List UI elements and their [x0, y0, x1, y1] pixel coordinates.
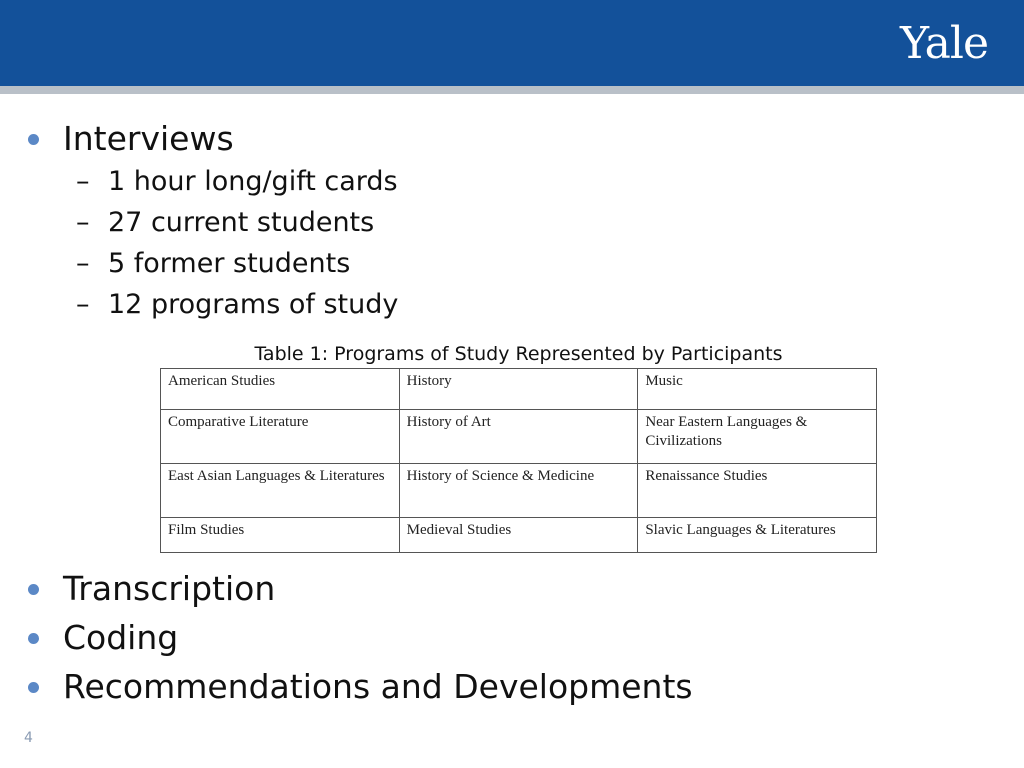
table-cell: Slavic Languages & Literatures [638, 518, 877, 553]
page-number: 4 [24, 730, 33, 746]
sub-bullet-label: 12 programs of study [108, 289, 399, 320]
bullet-label: Coding [63, 618, 179, 657]
table-cell: Music [638, 369, 877, 410]
bullet-coding [28, 618, 178, 658]
sub-bullet-label: 1 hour long/gift cards [108, 166, 398, 197]
table-cell: Comparative Literature [161, 410, 400, 464]
sub-bullet [76, 288, 398, 322]
sub-bullet-label: 27 current students [108, 207, 375, 238]
bullet-label: Recommendations and Developments [63, 667, 693, 706]
header-divider [0, 86, 1024, 94]
table-cell: American Studies [161, 369, 400, 410]
table-cell: Renaissance Studies [638, 464, 877, 518]
slide-header-bar [0, 0, 1024, 86]
table-caption: Table 1: Programs of Study Represented by Participants [254, 343, 783, 365]
table-row [161, 518, 877, 553]
bullet-recommendations [28, 667, 693, 707]
dash-icon: – [76, 166, 90, 197]
sub-bullet [76, 206, 374, 240]
yale-logo: Yale [900, 18, 988, 69]
dash-icon: – [76, 207, 90, 238]
table-cell: Medieval Studies [399, 518, 638, 553]
table-cell: Near Eastern Languages & Civilizations [638, 410, 877, 464]
bullet-dot-icon [28, 682, 39, 693]
bullet-label: Transcription [63, 569, 276, 608]
sub-bullet [76, 247, 350, 281]
table-row [161, 369, 877, 410]
table-cell: East Asian Languages & Literatures [161, 464, 400, 518]
programs-table [160, 368, 877, 553]
table-cell: History of Art [399, 410, 638, 464]
table-cell: Film Studies [161, 518, 400, 553]
dash-icon: – [76, 289, 90, 320]
bullet-label: Interviews [63, 119, 234, 158]
bullet-transcription [28, 569, 275, 609]
sub-bullet [76, 165, 398, 199]
table-row [161, 410, 877, 464]
bullet-dot-icon [28, 633, 39, 644]
dash-icon: – [76, 248, 90, 279]
bullet-dot-icon [28, 584, 39, 595]
table-row [161, 464, 877, 518]
sub-bullet-label: 5 former students [108, 248, 351, 279]
bullet-interviews [28, 119, 234, 159]
bullet-dot-icon [28, 134, 39, 145]
table-cell: History of Science & Medicine [399, 464, 638, 518]
table-cell: History [399, 369, 638, 410]
